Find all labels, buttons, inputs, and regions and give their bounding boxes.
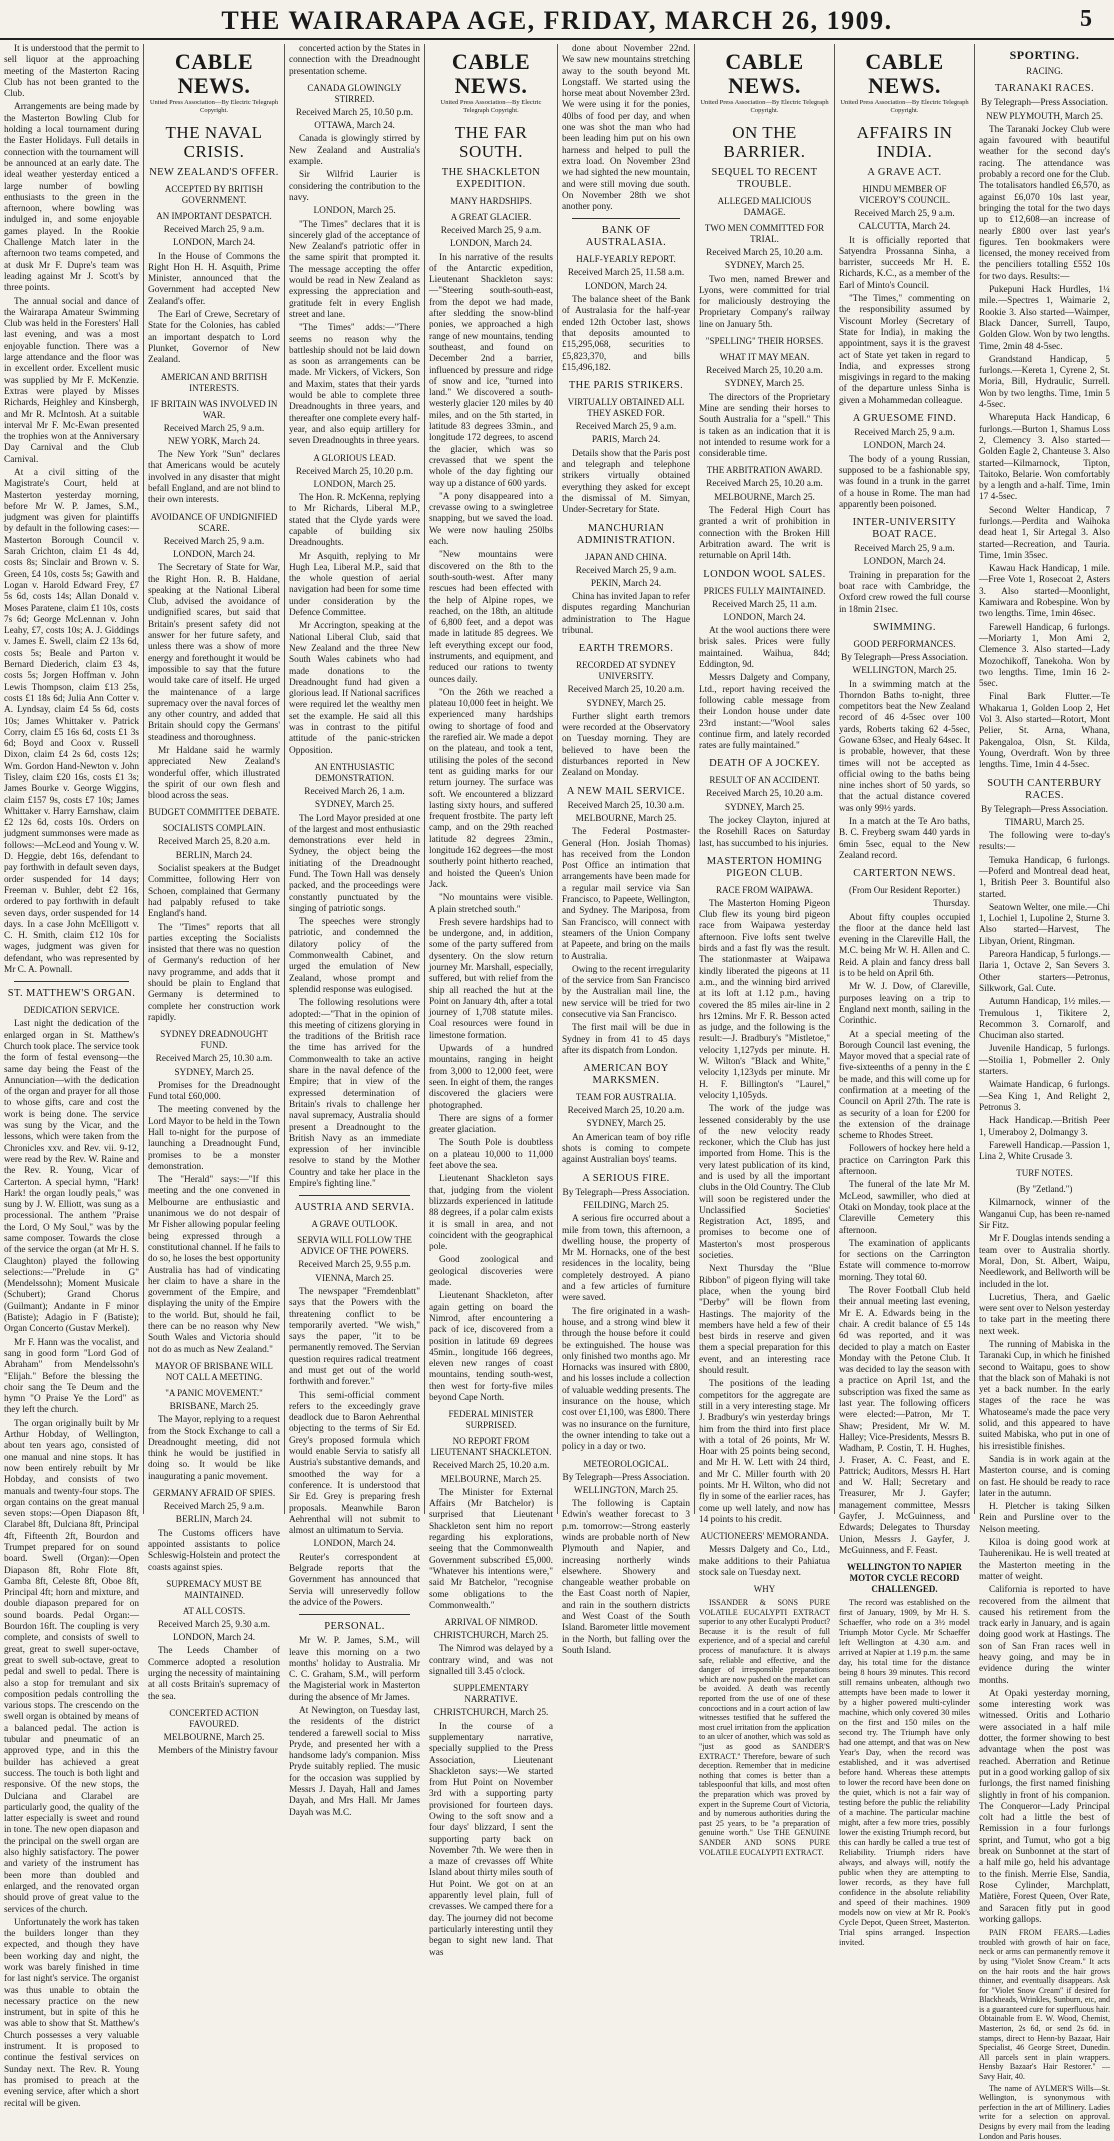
- credit-line: United Press Association—By Electric Telegraph Copyright.: [149, 99, 279, 114]
- subheadline: CONCERTED ACTION FAVOURED.: [169, 1707, 259, 1729]
- dateline: Received March 25, 10.20 a.m.: [567, 1106, 685, 1117]
- article-paragraph: The Nimrod was delayed by a contrary wind, and was not signalled till 3.45 o'clock.: [429, 1644, 553, 1678]
- race-result: Temuka Handicap, 6 furlongs.—Poferd and Montreal dead heat, 1, British Peer 3. Bountiful also started.: [979, 855, 1110, 900]
- headline: EARTH TREMORS.: [578, 643, 674, 655]
- credit-line: United Press Association—By Electric Telegraph Copyright.: [440, 99, 542, 114]
- article-paragraph: "No mountains were visible. A plain stretched south.": [429, 893, 553, 915]
- article-paragraph: Mr W. J. Dow, of Clareville, purposes leaving on a trip to England next month, sailing in the Corinthic.: [839, 982, 970, 1027]
- article-paragraph: Mr Accrington, speaking at the National Liberal Club, said that New Zealand and the three New South Wales cabinets who had made donations to the Dreadnought fund had given a glorious lead. If National sacrifices were required let the wealthy men set the example. He said all this was in contrast to the pitiful attitude of the panic-stricken Opposition.: [289, 621, 420, 756]
- placeline: Thursday.: [933, 899, 970, 910]
- article-paragraph: concerted action by the States in connection with the Dreadnought presentation scheme.: [289, 44, 420, 77]
- subheadline: WELLINGTON TO NAPIER MOTOR CYCLE RECORD CHALLENGED.: [846, 1562, 963, 1595]
- dateline: Received March 25, 11 a.m.: [712, 599, 817, 610]
- subheadline: CANADA GLOWINGLY STIRRED.: [307, 82, 402, 104]
- placeline: FEILDING, March 25.: [583, 1200, 669, 1211]
- race-result: Final Bark Flutter.—Te Whakarua 1, Golden Loop 2, Het Vol 3. Also started—Rotort, Mont Pelier, St. Arna, Whana, Pakengaloa, Olsn, St. Kilda, Young, Overdraft. Won by three lengths. Time, 1min 4 4-5sec.: [979, 692, 1110, 771]
- subheadline: HINDU MEMBER OF VICEROY'S COUNCIL.: [858, 184, 951, 205]
- article-paragraph: The work of the judge was lessened considerably by the use of the new velocity ready reckoner, which the Club has just imported from Home. This is the very latest publication of its kind, and is used by all the important clubs in the Old Country. The Club will soon be registered under the Unclassified Societies' Registration Act, 1895, and promises to become one of Masterton's most prosperous societies.: [699, 1104, 830, 1262]
- article-paragraph: Sir Wilfrid Laurier is considering the contribution to the navy.: [289, 170, 420, 203]
- subheadline: "SPELLING" THEIR HORSES.: [705, 336, 824, 347]
- column-5: [558, 44, 694, 1656]
- subheadline: AN ENTHUSIASTIC DEMONSTRATION.: [314, 761, 395, 783]
- article-paragraph: "On the 26th we reached a plateau 10,000 feet in height. We experienced many hardships owing to shortage of food and the rarefied air. We made a depot on the plateau, and took a tent, utilising the poles of the second tent as guiding marks for our return journey. The surface was soft. We encountered a blizzard lasting sixty hours, and suffered frequent frostbite. The party left camp, and on the 29th reached latitude 82 degrees 23min., longitude 162 degrees—the most southerly point hitherto reached, and hoisted the Queen's Union Jack.: [429, 687, 553, 890]
- advertisement: The record was established on the first of January, 1909, by Mr H. S. Schaeffer, who rode on a 3½ model Triumph Motor Cycle. Mr Schaeffer left Wellington at 4.30 a.m. and arrived at Napier at 1.19 p.m. the same day, his total time for the distance being 8 hours 39 minutes. This record still remains unbeaten, although two attempts have been made to lower it by a higher powered multi-cylinder machine, which only covered 30 miles on the first and 150 miles on the second try. The Triumph have only had one attempt, and that was on New Year's Day, when the record was established, and it was advertised before hand. Whereas these attempts to lower the record have been done on the quiet, which is not a fair way of testing before the public the reliability of a machine. The particular machine might, after a few more tries, possibly lower the existing Triumph record, but this can hardly be called a true test of Reliability. Triumph riders have always, and always will, notify the public when they are attempting to lower records, as they have full confidence in the absolute reliability and speed of their machines. 1909 models now on view at Mr R. Pook's Cycle Depot, Queen Street, Masterton. Trial spins arranged. Inspection invited.: [839, 1598, 970, 1948]
- placeline: NEW YORK, March 24.: [167, 436, 261, 447]
- article-paragraph: Mr Haldane said he warmly appreciated New Zealand's wonderful offer, which illustrated the spirit of our own flesh and blood across the seas.: [148, 745, 280, 802]
- article-paragraph: In his narrative of the results of the Antarctic expedition, Lieutenant Shackleton says:—"Steering south-south-east, from the depot we had made, after sledding the snow-blind ponies, we approached a high range of new mountains, tending southeast, and found on December 2nd a barrier, influenced by pressure and ridge of snow and ice, "turned into land." We discovered a south-westerly glacier 120 miles by 40 miles, and on the 5th started, in latitude 83 degrees 33min., and longitude 172 degrees, to ascend the glacier, which was so crevassed that we spent the whole of the day fighting our way up a distance of 600 yards.: [429, 252, 553, 489]
- headline: THE FAR SOUTH.: [454, 123, 528, 161]
- article-paragraph: In a match at the Te Aro baths, B. C. Freyberg swam 440 yards in 6min 5sec, equal to the New Zealand record.: [839, 817, 970, 861]
- article-paragraph: The Earl of Crewe, Secretary of State for the Colonies, has cabled an important despatch to Lord Plunket, Governor of New Zealand.: [148, 310, 280, 366]
- article-paragraph: Messrs Dalgety and Co., Ltd., make additions to their Pahiatua stock sale on Tuesday next.: [699, 1545, 830, 1578]
- headline: AFFAIRS IN INDIA.: [856, 123, 953, 161]
- article-paragraph: The meeting convened by the Lord Mayor to be held in the Town Hall to-night for the purpose of launching a Dreadnought Fund, promises to be a monster demonstration.: [148, 1105, 280, 1172]
- headline: SWIMMING.: [873, 621, 936, 633]
- section-title: CABLE NEWS.: [725, 49, 804, 98]
- article-paragraph: The Federal Postmaster-General (Hon. Josiah Thomas) has received from the London Post Office an intimation that arrangements have been made for a regular mail service via San Francisco, to Papeete, Wellington, and Sydney. The Mariposa, from San Francisco, will connect with steamers of the Union Company at Papeete, and bring on the mails to Australia.: [562, 827, 690, 962]
- column-2: [144, 44, 284, 1757]
- section-title: CABLE NEWS.: [174, 49, 254, 98]
- subheadline: NO REPORT FROM LIEUTENANT SHACKLETON.: [430, 1436, 552, 1458]
- placeline: PARIS, March 24.: [591, 435, 661, 446]
- article-paragraph: At a special meeting of the Borough Council last evening, the Mayor moved that a special rate of five-sixteenths of a penny in the £ be made, and this will come up for confirmation at a meeting of the Council on April 27th. The rate is as security of a loan for £200 for the extension of the drainage scheme to Rhodes Street.: [839, 1029, 970, 1142]
- subheadline: AT ALL COSTS.: [182, 1605, 246, 1616]
- article-paragraph: China has invited Japan to refer disputes regarding Manchurian administration to The Hague tribunal.: [562, 592, 690, 636]
- article-paragraph: The jockey Clayton, injured at the Rosehill Races on Saturday last, has succumbed to his injuries.: [699, 815, 830, 849]
- article-paragraph: The "Herald" says:—"If this meeting and the one convened in Melbourne are enthusiastic and unanimous we do not despair of Mr Fisher allowing popular feeling being expressed through a constitutional channel. If he fails to do so, he loses the best opportunity Australia has had of vindicating her claim to have a share in the government of the Empire, and displaying the unity of the Empire to the world. But, should he fail, there can be no reason why New South Wales and Victoria should not do as much as New Zealand.": [148, 1175, 280, 1355]
- subheadline: A GLORIOUS LEAD.: [313, 452, 396, 463]
- subheadline: RACING.: [1026, 66, 1063, 77]
- subheadline: ARRIVAL OF NIMROD.: [444, 1617, 538, 1628]
- placeline: LONDON, March 24.: [313, 1539, 396, 1550]
- dateline: Received March 25, 9 a.m.: [440, 226, 542, 236]
- headline: AUSTRIA AND SERVIA.: [294, 1202, 415, 1214]
- article-paragraph: Details show that the Paris post and telegraph and telephone strikers virtually obtained everything they asked for except the dismissal of M. Simyan, Under-Secretary for State.: [562, 448, 690, 516]
- placeline: SYDNEY, March 25.: [586, 1119, 666, 1130]
- placeline: LONDON, March 25.: [313, 479, 396, 490]
- article-paragraph: The following were to-day's results:—: [979, 831, 1110, 853]
- article-paragraph: The body of a young Russian, supposed to be a fashionable spy, was found in a trunk in the garret of a house in Rome. The man had apparently been poisoned.: [839, 454, 970, 510]
- article-paragraph: At Opaki yesterday morning, some interesting work was witnessed. Oritis and Lothario were associated in a half mile dotter, the former showing to best advantage when the post was reached. Aberration and Retinue put in a good working gallop of six furlongs, the first named finishing slightly in front of his companion. The Conqueror—Lady Principal colt had a little the best of Remission in a four furlongs sprint, and Tumut, who got a big break on Sunbonnet at the start of a half mile go, held his advantage to the finish. Merrie Else, Sandia, Rose Cylinder, Marchplatt, Matière, Forest Queen, Over Rate, and Saracen fitly put in good working gallops.: [979, 1688, 1110, 1925]
- section-title: CABLE NEWS.: [865, 49, 944, 98]
- dateline: Received March 25, 9 a.m.: [575, 565, 677, 576]
- headline: AMERICAN BOY MARKSMEN.: [583, 1063, 669, 1087]
- dateline: Received March 25, 8.20 a.m.: [157, 837, 271, 848]
- article-paragraph: A serious fire occurred about a mile from town, this afternoon, a dwelling house, the property of Mr M. Hornacks, one of the best residences in the locality, being completely destroyed. A piano and a few articles of furniture were saved.: [562, 1214, 690, 1304]
- subheadline: SUPREMACY MUST BE MAINTAINED.: [166, 1578, 262, 1600]
- article-paragraph: Kilmarnock, winner of the Wanganui Cup, has been re-named Sir Fitz.: [979, 1198, 1110, 1232]
- placeline: SYDNEY, March 25.: [314, 800, 395, 811]
- column-4: [425, 44, 557, 1958]
- article-paragraph: Canada is glowingly stirred by New Zealand and Australia's example.: [289, 134, 420, 168]
- article-paragraph: Reuter's correspondent at Belgrade reports that the Government has announced that Servia will unreservedly follow the advice of the Powers.: [289, 1552, 420, 1608]
- placeline: MELBOURNE, March 25.: [714, 492, 815, 503]
- race-result: Pareora Handicap, 5 furlongs.—Ilaria 1, Octave 2, San Severs 3. Other starters—Petronus, Silkwork, Gal. Cute.: [979, 950, 1110, 994]
- subheadline: METEOROLOGICAL.: [583, 1458, 669, 1469]
- dateline: Received March 25, 11.58 a.m.: [567, 268, 685, 279]
- article-paragraph: Followers of hockey here held a practice on Carrington Park this afternoon.: [839, 1144, 970, 1178]
- headline: CARTERTON NEWS.: [853, 868, 956, 880]
- article-paragraph: The balance sheet of the Bank of Australasia for the half-year ended 12th October last, shows that deposits amounted to £15,295,068, securities to £5,823,370, and bills £15,496,182.: [562, 295, 690, 373]
- placeline: SYDNEY, March 25.: [586, 698, 666, 709]
- headline: ON THE BARRIER.: [723, 123, 806, 161]
- article-paragraph: In a swimming match at the Thorndon Baths to-night, three competitors beat the New Zealand record of 46 4-5sec over 100 yards, Roberts taking 62 4-5sec, Gowane 63sec, and Healy 64sec. It is probable, however, that these times will not be accepted as official owing to the baths being nine inches short of 50 yards, so that the actual distance covered was only 99½ yards.: [839, 679, 970, 814]
- placeline: LONDON, March 24.: [172, 238, 256, 249]
- subheadline: RACE FROM WAIPAWA.: [715, 884, 814, 895]
- article-paragraph: At Newington, on Tuesday last, the residents of the district tendered a farewell social to Miss Pryde, and presented her with a handsome lady's companion. Miss Pryde suitably replied. The music for the occasion was supplied by Messrs J. Dayah, Hall and James Dayah, and Mrs Hall. Mr James Dayah was M.C.: [289, 1706, 420, 1818]
- page-number: 5: [1080, 6, 1092, 32]
- subheadline: (From Our Resident Reporter.): [849, 885, 960, 896]
- article-paragraph: This semi-official comment refers to the exceedingly grave deadlock due to Baron Aehrenthal objecting to the terms of Sir Ed. Grey's proposed formula which would enable Servia to satisfy all Austria's substantive demands, and smoothed the way for a conference. It is understood that Sir Ed. Grey is preparing fresh proposals. Meanwhile Baron Aehrenthal will not submit to almost an ultimatum to Servia.: [289, 1390, 420, 1537]
- subheadline: DEDICATION SERVICE.: [23, 1005, 120, 1016]
- subheadline: AUCTIONEERS' MEMORANDA.: [700, 1531, 829, 1542]
- subheadline: JAPAN AND CHINA.: [585, 551, 667, 562]
- placeline: BERLIN, March 24.: [175, 850, 253, 861]
- subheadline: IF BRITAIN WAS INVOLVED IN WAR.: [150, 398, 278, 420]
- article-paragraph: The Taranaki Jockey Club were again favoured with beautiful weather for the second day's racing. The attendance was probably a record one for the Club. The totalisators handled £6,570, as against £6,070 10s last year, bringing the total for the two days up to £12,608—an increase of nearly £800 over last year's figures. Ten bookmakers were licensed, the money received from the penciliers totalling £552 10s for two days. Results:—: [979, 124, 1110, 282]
- column-1: [0, 44, 143, 2109]
- subheadline: AMERICAN AND BRITISH INTERESTS.: [160, 371, 268, 393]
- placeline: TIMARU, March 25.: [1004, 817, 1085, 828]
- placeline: SYDNEY, March 25.: [724, 802, 805, 813]
- placeline: MELBOURNE, March 25.: [440, 1474, 542, 1485]
- subheadline: WHY: [753, 1584, 776, 1595]
- article-paragraph: There are signs of a former greater glaciation.: [429, 1113, 553, 1136]
- article-paragraph: In the course of a supplementary narrative, specially supplied to the Press Association, Lieutenant Shackleton says:—We started from Hut Point on November 3rd with a supporting party provisioned for fourteen days. Owing to the soft snow and a four days' blizzard, I sent the supporting party back on November 7th. We were then in a maze of crevasses off White Island about thirty miles south of Hut Point. We got on at an apparently level plain, full of crevasses. We camped there for a day. The journey did not become particularly interesting until they began to sight new land. That was: [429, 1721, 553, 1958]
- dateline: Received March 26, 1 a.m.: [304, 786, 405, 797]
- headline: LONDON WOOL SALES.: [703, 568, 826, 580]
- divider: [299, 1614, 410, 1615]
- placeline: SYDNEY, March 25.: [174, 1067, 254, 1078]
- article-paragraph: At a civil sitting of the Magistrate's Court, held at Masterton yesterday morning, before Mr W. P. James, S.M., judgment was given for plaintiffs by default in the following cases:—Masterton Borough Council v. Sarah Crichton, claim £1 4s 4d, costs 8s; Sinclair and Brown v. S. Green, £4 10s, costs 5s; Gawith and Logan v. Harold Edward Frey, £7 5s 6d, costs 14s; Allan Donald v. Moses Paratene, claim £1 10s, costs 7s 6d; George McLennan v. John Leahy, £7, costs 10s; A. J. Giddings v. James E. Swell, claim £2 13s 6d, costs 5s; Beale and Parton v. Bernard Diederich, claim £3 4s, costs 5s; Jorgen Hoffman v. John Lewis Thompson, claim £13 25s, costs £1 18s 6d; Julia Ann Cotter v. A. Lyndsay, claim £4 5s 6d, costs 10s; James Whittaker v. Patrick Corry, claim £5 16s 6d, costs £1 3s 6d; Boyd and Coox v. Russell Dixon, claim £4 2s 6d, costs 12s; Wm. Gordon Hand-Newton v. John Tisley, claim £20 16s, costs £1 3s; James Bourke v. George Wiggins, claim £157 9s, costs £7 10s; James Whittaker v. Harry Earnshaw, claim £2 12s 6d, costs 10s. Orders on judgment summonses were made as follows:—McLeod and Young v. W. D. Heggie, debt 16s, defendant to pay forthwith in default seven days, order suspended for 14 days; Freeman v. Buhler, debt £2 16s, ordered to pay forthwith in default seven days, order suspended for 14 days. In a case John McElligott v. C. H. Smith, claim £12 10s for wages, judgment was given for defendant, who was represented by Mr C. A. Pownall.: [4, 467, 139, 976]
- subheadline: SYDNEY DREADNOUGHT FUND.: [160, 1029, 268, 1051]
- subheadline: WHAT IT MAY MEAN.: [719, 352, 810, 363]
- subheadline: MANY HARDSHIPS.: [450, 196, 532, 206]
- subheadline: TWO MEN COMMITTED FOR TRIAL.: [704, 223, 825, 244]
- dateline: Received March 25, 9 a.m.: [575, 422, 677, 433]
- headline: TARANAKI RACES.: [994, 83, 1095, 95]
- dateline: Received March 25, 10.20 a.m.: [706, 366, 823, 377]
- dateline: Received March 25, 9 a.m.: [163, 423, 265, 434]
- subheadline: RESULT OF AN ACCIDENT.: [709, 775, 820, 786]
- headline: MASTERTON HOMING PIGEON CLUB.: [706, 855, 823, 879]
- dateline: Received March 25, 9 a.m.: [163, 225, 265, 235]
- dateline: Received March 25, 10.50 p.m.: [295, 107, 414, 118]
- placeline: VIENNA, March 25.: [315, 1273, 394, 1284]
- article-paragraph: "A pony disappeared into a crevasse owing to a swingletree snapping, but we saved the load. We were now hauling 250lbs each.: [429, 491, 553, 548]
- headline: INTER-UNIVERSITY BOAT RACE.: [852, 517, 957, 541]
- subheadline: AN IMPORTANT DESPATCH.: [156, 211, 272, 221]
- race-result: Autumn Handicap, 1½ miles.—Tremulous 1, Tikitere 2, Recommon 3. Cornarolf, and Chuciman also started.: [979, 997, 1110, 1042]
- placeline: LONDON, March 24.: [723, 612, 806, 623]
- article-paragraph: About fifty couples occupied the floor at the dance held last evening in the Clareville Hall, the M.C. being Mr W. H. Allen and C. Reid. A plain and fancy dress ball is to be held on April 6th.: [839, 912, 970, 980]
- dateline: Received March 25, 9.30 a.m.: [157, 1619, 271, 1630]
- race-result: Pukepuni Hack Hurdles, 1¼ mile.—Spectres 1, Waimarie 2, Rookie 3. Also started—Waimper, Black Dancer, Surrell, Taupo, Golden Glow. Won by two lengths. Time, 2min 48 4-5sec.: [979, 285, 1110, 352]
- article-paragraph: "New mountains were discovered on the 8th to the south-south-west. After many rescues had been effected with the help of Alpine ropes, we reached, on the 18th, an altitude of 6,800 feet, and a depot was made in latitude 85 degrees. We left everything except our food, instruments, and equipment, and reduced our rations to twenty ounces daily.: [429, 550, 553, 685]
- placeline: WELLINGTON, March 25.: [573, 1485, 679, 1496]
- section-title: SPORTING.: [1009, 48, 1080, 62]
- article-paragraph: Last night the dedication of the enlarged organ in St. Matthew's Church took place. The service took the form of festal evensong—the same day being the Feast of the Annunciation—with the dedication of the organ and prayer for all those to whose gifts, care and cost the work is being done. The service was sung by the Vicar, and the lessons, which were taken from the Chronicles xxv. and Rev. vii. 9-12, were read by the Rev. W. Raine and the Rev. R. Young, Vicar of Carterton. A special hymn, "Hark! Hark! the organ loudly peals," was sung by J. W. Elliott, was sung as a processional. The anthem "Praise the Lord, O My Soul," was by the same composer. Towards the close of the service the organ (at Mr H. S. Claughton) played the following selections:—"Prelude in G" (Mendelssohn); Moment Musicale (Schubert); Grand Chorus (Guilmant); Andante in F minor (Batiste); Adagio in F (Batiste); Organ Concerto (Gustav Merkel).: [4, 1019, 139, 1335]
- placeline: PEKIN, March 24.: [590, 578, 662, 589]
- dateline: Received March 25, 10.30 a.m.: [567, 800, 685, 811]
- article-paragraph: The examination of applicants for sections on the Carrington Estate will commence to-morrow morning. They total 60.: [839, 1238, 970, 1283]
- article-paragraph: Upwards of a hundred mountains, ranging in height from 3,000 to 12,000 feet, were seen. In eight of them, the ranges discovered the glaciers were photographed.: [429, 1044, 553, 1111]
- dateline: By Telegraph—Press Association.: [981, 98, 1108, 109]
- headline: PERSONAL.: [324, 1621, 385, 1633]
- article-paragraph: "The Times," commenting on the responsibility assumed by Viscount Morley (Secretary of State for India), in making the appointment, says it is the gravest act of State yet taken in regard to India, and expresses strong misgivings in regard to the making of the departure unless Sinha is given a Mohammedan colleague.: [839, 294, 970, 406]
- race-result: Grandstand Handicap, 5 furlongs.—Kereta 1, Cyrene 2, St. Moria, Bill, Hydraulic, Surrell. Won by two lengths. Time, 1min 5 4-5sec.: [979, 354, 1110, 411]
- article-paragraph: Owing to the recent irregularity of the service from San Francisco by the Australian mail line, the new service will be tried for two consecutive via San Francisco.: [562, 964, 690, 1020]
- article-paragraph: done about November 22nd. We saw new mountains stretching away to the south beyond Mt. Longstaff. We started using the horse meat about November 23rd. We were using it for the ponies, 40lbs of food per day, and when one was shot the man who had been leading him put on his own harness and helped to pull the extra load. On November 23nd we had sighted the new mountain, and were still moving due south. On November 28th we shot another pony.: [562, 44, 690, 213]
- subheadline: THE SHACKLETON EXPEDITION.: [441, 167, 541, 190]
- headline: A SERIOUS FIRE.: [582, 1172, 670, 1184]
- race-result: Farewell Handicap, 6 furlongs.—Moriarty 1, Mon Ami 2, Clemence 3. Also started—Lady Mozochikoff, Tanekoha. Won by two lengths. Time, 1min 16 2-5sec.: [979, 622, 1110, 690]
- subheadline: TURF NOTES.: [1016, 1168, 1073, 1179]
- subheadline: THE ARBITRATION AWARD.: [706, 465, 823, 476]
- advertisement: ISSANDER & SONS PURE VOLATILE EUCALYPTI EXTRACT superior to any other Eucalypti Product? Because it is the result of full experience, and of a special and careful process of manufacture. It is always safe, reliable and effective, and the danger of irresponsible preparations which are now pushed on the market can be avoided. A death was recently reported from the use of one of these concoctions and in a court action of law witnesses testified that he suffered the most cruel irritation from the application to an ulcer of another, which was sold as "just as good as SANDER'S EXTRACT." Therefore, beware of such deception. Remember that in medicine nothing that comes is better than a tablespoonful that kills, and most often the preparation which was proved by expert in the Supreme Court of Victoria, and by numerous authorities during the past 25 years, to be "a preparation of genuine worth." Use THE GENUINE SANDER AND SONS PURE VOLATILE EUCALYPTI EXTRACT.: [699, 1598, 830, 1857]
- dateline: Received March 25, 10.20 a.m.: [567, 685, 685, 696]
- article-paragraph: Kiloa is doing good work at Tauherenikau. He is well treated at the Masterton meeting in the matter of weight.: [979, 1538, 1110, 1582]
- article-paragraph: The annual social and dance of the Wairarapa Amateur Swimming Club was held in the Foresters' Hall last evening, and was a most enjoyable function. There was a large attendance and the floor was in excellent order. Excellent music was supplied by Mr F. McKenzie. Extras were played by Misses Richards, Heighley and Kinsbergh, and Mr R. McIntosh. At a suitable interval Mr F. Mc-Ewan presented the trophies won at the Anniversary Day Carnival and the Club Carnival.: [4, 296, 139, 465]
- article-paragraph: Sandia is in work again at the Masterton course, and is coming on fast. He should be ready to race later in the autumn.: [979, 1454, 1110, 1499]
- dateline: Received March 25, 9 a.m.: [854, 209, 955, 219]
- subheadline: FEDERAL MINISTER SURPRISED.: [448, 1409, 534, 1431]
- placeline: OTTAWA, March 24.: [314, 121, 395, 132]
- dateline: Received March 25, 9.55 p.m.: [298, 1260, 411, 1271]
- advertisement: The name of AYLMER'S Wills—St. Wellington, is synonymous with perfection in the art of Millinery. Ladies write for a selection on approval. Designs by every mail from the leading London and Paris houses.: [979, 2083, 1110, 2141]
- article-paragraph: The directors of the Proprietary Mine are sending their horses to South Australia for a "spell." This is taken as an indication that it is not intended to resume work for a considerable time.: [699, 392, 830, 460]
- subheadline: "A PANIC MOVEMENT.": [165, 1387, 263, 1398]
- headline: MANCHURIAN ADMINISTRATION.: [576, 522, 676, 546]
- placeline: CALCUTTA, March 24.: [858, 222, 951, 233]
- article-paragraph: The Customs officers have appointed assistants to police Schleswig-Holstein and protect the coasts against spies.: [148, 1528, 280, 1573]
- article-paragraph: The running of Mabiska in the Taranaki Cup, in which he finished second to Waitapu, goes to show that the black son of Mahaki is not yet a back number. In the early stages of the race he was Whatoseame's made the pace very solid, and this appeared to have suited Mabiska, who put in one of his irresistible finishes.: [979, 1339, 1110, 1452]
- article-paragraph: The Secretary of State for War, the Right Hon. R. B. Haldane, speaking at the National Liberal Club, advised the avoidance of undignified scares, but said that Britain's present safety did not answer for her future safety, and unless there was a show of more energy and forethought it would be impossible to say that the future would take care of itself. He urged the maintenance of a large supremacy over the naval forces of any other country, and added that Britain should copy the Germans' steadiness and thoroughness.: [148, 563, 280, 743]
- article-paragraph: The following resolutions were adopted:—"That in the opinion of this meeting of citizens glorying in the traditions of the British race the time has arrived for the Commonwealth to take an active share in the naval defence of the Empire; that in view of the expressed determination of Britain's rivals to challenge her naval supremacy, Australia should present a Dreadnought to the British Navy as an immediate expression of her invincible resolve to stand by the Mother Country and take her place in the Empire's fighting line.": [289, 998, 420, 1190]
- article-paragraph: Lucretius, Thera, and Gaelic were sent over to Nelson yesterday to take part in the meeting there next week.: [979, 1292, 1110, 1337]
- race-result: Juvenile Handicap, 5 furlongs.—Stoilia 1, Pobmeller 2. Only starters.: [979, 1044, 1110, 1078]
- article-paragraph: The speeches were strongly patriotic, and condemned the dilatory policy of the Commonwealth Cabinet, and urged the emulation of New Zealand, whose prompt and splendid response was eulogised.: [289, 917, 420, 995]
- divider: [14, 981, 129, 982]
- subheadline: GOOD PERFORMANCES.: [853, 638, 956, 649]
- article-paragraph: Messrs Dalgety and Company, Ltd., report having received the following cable message from their London house under date 23rd instant:—"Wool sales continue firm, and lately recorded rates are fully maintained.": [699, 673, 830, 752]
- placeline: CHRISTCHURCH, March 25.: [433, 1708, 549, 1719]
- article-paragraph: Mr F. Douglas intends sending a team over to Australia shortly. Moral, Don, St. Albert, Waipu, Needlework, and Bellworth will be included in the lot.: [979, 1234, 1110, 1290]
- headline: THE PARIS STRIKERS.: [568, 380, 684, 392]
- dateline: By Telegraph—Press Association.: [562, 1187, 690, 1198]
- article-paragraph: The Minister for External Affairs (Mr Batchelor) is surprised that Lieutenant Shackleton sent him no report regarding his explorations, seeing that the Commonwealth Government subscribed £5,000. "Whatever his intentions were," said Mr Batchelor, "recognise some obligations to the Commonwealth.": [429, 1487, 553, 1611]
- article-paragraph: California is reported to have recovered from the ailment that caused his retirement from the track early in January, and is again doing good work at Hastings. The son of San Fran races well in heavy going, and may be in evidence during the winter months.: [979, 1585, 1110, 1686]
- dateline: By Telegraph—Press Association.: [562, 1472, 690, 1483]
- race-result: Seatown Welter, one mile.—Chi 1, Lochiel 1, Lupoline 2, Sturne 3. Also started—Harvest, The Libyan, Orient, Ringman.: [979, 902, 1110, 947]
- placeline: LONDON, March 25.: [313, 206, 396, 217]
- masthead: [0, 0, 1114, 40]
- article-paragraph: "The Times" adds:—"There seems no reason why the battleship should not be laid down as soon as arrangements can be made. Mr Vickers, of Vickers, Son and Maxim, states that their yards would be able to complete three Dreadnoughts in three years, and thereafter one complete every half-year, and also equip artillery for seven Dreadnoughts in three years.: [289, 323, 420, 447]
- article-paragraph: Further slight earth tremors were recorded at the Observatory on Tuesday morning. They are believed to have been the disturbances reported in New Zealand on Monday.: [562, 711, 690, 779]
- section-title: CABLE NEWS.: [451, 49, 531, 98]
- article-paragraph: The "Times" reports that all parties excepting the Socialists insisted that there was no question of Germany's reduction of her navy programme, and adds that it should be plain to England that Germany is determined to complete her construction work rapidly.: [148, 922, 280, 1023]
- subheadline: A GREAT GLACIER.: [450, 212, 532, 222]
- article-paragraph: The following is Captain Edwin's weather forecast to 3 p.m. tomorrow:—Strong easterly winds are probable north of New Plymouth and Napier, and increasing northerly winds elsewhere. Showery and changeable weather probable on the East Coast north of Napier, and rain in the southern districts and West Coast of the South Island. Barometer little movement in the North, but falling over the South Island.: [562, 1499, 690, 1656]
- dateline: By Telegraph—Press Association.: [841, 652, 968, 663]
- newspaper-title: THE WAIRARAPA AGE, FRIDAY, MARCH 26, 1909.: [221, 6, 893, 35]
- subheadline: MAYOR OF BRISBANE WILL NOT CALL A MEETING.: [155, 1360, 273, 1382]
- headline: A NEW MAIL SERVICE.: [566, 785, 686, 797]
- subheadline: PRICES FULLY MAINTAINED.: [703, 585, 826, 596]
- article-paragraph: Next Thursday the "Blue Ribbon" of pigeon flying will take place, when the young bird "Derby" will be flown from Hastings. The majority of the members have held a few of their best birds in reserve and given them a special preparation for this event, and an interesting race should result.: [699, 1264, 830, 1377]
- placeline: LONDON, March 24.: [172, 1633, 256, 1644]
- placeline: BERLIN, March 24.: [175, 1515, 253, 1526]
- article-paragraph: "The Times" declares that it is sincerely glad of the acceptance of New Zealand's patriotic offer in the same spirit that prompted it. The message accepting the offer would be read in New Zealand as expressing the appreciation and gratitude felt in every English street and lane.: [289, 219, 420, 320]
- placeline: LONDON, March 24.: [863, 557, 946, 568]
- headline: BANK OF AUSTRALASIA.: [585, 225, 667, 249]
- article-paragraph: The Hon. R. McKenna, replying to Mr Richards, Liberal M.P., stated that the Clyde yards were capable of building six Dreadnoughts.: [289, 493, 420, 549]
- placeline: LONDON, March 24.: [863, 441, 946, 452]
- divider: [572, 218, 680, 219]
- placeline: NEW PLYMOUTH, March 25.: [986, 111, 1103, 122]
- race-result: Waimate Handicap, 6 furlongs.—Sea King 1, And Relight 2, Petronus 3.: [979, 1080, 1110, 1113]
- subheadline: ACCEPTED BY BRITISH GOVERNMENT.: [164, 184, 264, 205]
- article-paragraph: Arrangements are being made by the Masterton Bowling Club for holding a local tournament during the Easter Holidays. Full details in connection with the tournament will be announced at an early date. The ideal weather yesterday enticed a large number of bowling enthusiasts to the green in the afternoon, where bowling was indulged in, and some enjoyable games played. In the Rookie Challenge Match later in the afternoon two teams competed, and at dusk Mr F. Dupre's team was leading against Mr J. Scott's by three points.: [4, 102, 139, 294]
- subheadline: SERVIA WILL FOLLOW THE ADVICE OF THE POWERS.: [297, 1235, 412, 1257]
- article-paragraph: The organ originally built by Mr Arthur Hobday, of Wellington, about ten years ago, consisted of one manual and nine stops. It has now been entirely rebuilt by Mr Hobday, and consists of two manuals and twenty-four stops. The organ contains on the great manual seven stops:—Open Diapason 8ft, Clarabel 8ft, Dulciana 8ft, Principal 4ft, Fifteenth 2ft, Bourdon and Trumpet prepared for on sound board. Swell (Organ):—Open Diapason 8ft, Rohr Flote 8ft, Gamba 8ft, Celeste 8ft, Oboe 8ft, Principal 4ft; horn and mixture, and double diapason prepared for on sound boards. Pedal Organ:—Bourdon 16ft. The coupling is very complete, and consists of swell to great, great to swell super-octave, great to swell sub-octave, great to pedal and swell to pedal. There is also a stop for tremulant and six composition pedals controlling the various stops. The crescendo on the swell organ is obtained by means of a balanced pedal. The action is tubular and pneumatic of an approved type, and in this the builder has achieved a great success. The touch is both light and responsive. Of the new stops, the Dulciana and Clarabel are particularly good, the quality of the latter especially is sweet and round in tone. The new open diapason and the principal on the swell organ are also highly satisfactory. The power and variety of the instrument has been more than doubled and enlarged, and the renovated organ should prove of great value to the services of the church.: [4, 1418, 139, 1915]
- dateline: Received March 25, 10.30 a.m.: [155, 1054, 273, 1065]
- subheadline: ALLEGED MALICIOUS DAMAGE.: [717, 196, 812, 217]
- placeline: BRISBANE, March 25.: [169, 1401, 259, 1412]
- article-paragraph: Socialist speakers at the Budget Committee, following Herr von Schoen, complained that Germany had palpably refused to take England's hand.: [148, 864, 280, 920]
- column-8: [975, 44, 1114, 2141]
- article-paragraph: The fire originated in a wash-house, and a strong wind blew it through the house before it could be extinguished. The house was only finished two months ago. Mr Hornacks was insured with £800, and his losses include a collection of valuable wedding presents. The insurance on the house, which cost over £1,100, was £800. There was no insurance on the furniture, the owner intending to take out a policy in a day or two.: [562, 1306, 690, 1453]
- placeline: SYDNEY, March 25.: [724, 379, 805, 390]
- article-paragraph: It is officially reported that Satyendra Prossanna Sinha, a barrister, succeeds Mr H. E. Richards, K.C., as a member of the Earl of Minto's Council.: [839, 235, 970, 291]
- subheadline: (By "Zetland."): [1016, 1184, 1073, 1195]
- article-paragraph: In the House of Commons the Right Hon H. H. Asquith, Prime Minister, announced that the Government had accepted New Zealand's offer.: [148, 251, 280, 307]
- subheadline: RECORDED AT SYDNEY UNIVERSITY.: [576, 660, 676, 682]
- headline: A GRUESOME FIND.: [852, 413, 957, 425]
- subheadline: HALF-YEARLY REPORT.: [576, 254, 676, 265]
- article-paragraph: The Mayor, replying to a request from the Stock Exchange to call a Dreadnought meeting, did not think he would be justified in doing so. It would be like inaugurating a panic movement.: [148, 1415, 280, 1482]
- dateline: Received March 25, 9 a.m.: [854, 544, 955, 555]
- placeline: CHRISTCHURCH, March 25.: [433, 1631, 549, 1642]
- subheadline: GERMANY AFRAID OF SPIES.: [152, 1488, 276, 1499]
- article-paragraph: The Masterton Homing Pigeon Club flew its young bird pigeon race from Waipawa yesterday afternoon. Five lofts sent twelve birds and a fast fly was the result. The stationmaster at Waipawa kindly liberated the pigeons at 11 a.m., and the winning bird arrived at its loft at 1.12 p.m., having covered the 85 miles air-line in 2 hrs 12mins. Mr F. R. Besson acted as judge, and the following is the result:—J. Bradbury's "Mistletoe," velocity 1,127yds per minute. H. W. Wilton's "Black and White," velocity 1,123yds per minute. Mr H. F. Billington's "Laurel," velocity 1,105yds.: [699, 898, 830, 1101]
- race-result: Farewell Handicap.—Passion 1, Lina 2, White Crusade 3.: [979, 1140, 1110, 1163]
- subheadline: VIRTUALLY OBTAINED ALL THEY ASKED FOR.: [567, 397, 685, 419]
- article-paragraph: Two men, named Brewer and Lyons, were committed for trial for maliciously destroying the Proprietary Company's railway line on January 5th.: [699, 274, 830, 330]
- headline: THE NAVAL CRISIS.: [165, 123, 263, 161]
- article-paragraph: Mr Asquith, replying to Mr Hugh Lea, Liberal M.P., said that the whole question of aerial navigation had been for some time under consideration by the Defence Committee.: [289, 551, 420, 619]
- article-paragraph: The Rover Football Club held their annual meeting last evening, Mr E. A. Edwards being in the chair. A credit balance of £5 14s 6d was reported, and it was decided to play a match on Easter Monday with the Petone Club. It was decided to lay the season with a practice on April 1st, and the subscription was fixed the same as last year. The following officers were elected:—Patron, Mr T. Shaw; President, Mr W. M. Halley; Vice-Presidents, Messrs B. Wadham, P. Costin, T. H. Hughes, J. Fraser, A. C. Feast, and E. Pattrick; Auditors, Messrs H. Hart and W. Hall; Secretary and Treasurer, Mr J. Gayfer; management committee, Messrs Gayfer, J. McGuinness, and Edwards; Delegates to Thursday Union, Messrs J. Gayfer, J. McGuinness, and F. Feast.: [839, 1286, 970, 1556]
- dateline: Received March 25, 9 a.m.: [163, 1502, 265, 1513]
- credit-line: United Press Association—By Electric Telegraph Copyright.: [840, 99, 969, 114]
- article-paragraph: At the wool auctions there were brisk sales. Prices were fully maintained. Waihua, 84d; Eddington, 9d.: [699, 626, 830, 671]
- headline: DEATH OF A JOCKEY.: [709, 758, 820, 770]
- subheadline: A GRAVE OUTLOOK.: [311, 1219, 398, 1230]
- article-paragraph: H. Pletcher is taking Silken Rein and Pursline over to the Nelson meeting.: [979, 1502, 1110, 1535]
- placeline: MELBOURNE, March 25.: [575, 813, 677, 824]
- race-result: Hack Handicap.—British Peer 1, Umeraboy 2, Dolmangy 3.: [979, 1116, 1110, 1138]
- placeline: WELLINGTON, March 25.: [852, 666, 957, 677]
- article-paragraph: Unfortunately the work has taken the builders longer than they expected, and though they have been working day and night, the work was barely finished in time for last night's service. The organist was thus unable to obtain the necessary practice on the new instrument, but in spite of this he was able to show that St. Matthew's Church possesses a very valuable instrument. It is proposed to continue the festival services on Sunday next. The Rev. R. Young has promised to preach at the evening service, after which a short recital will be given.: [4, 1917, 139, 2109]
- race-result: Kawau Hack Handicap, 1 mile.—Free Vote 1, Rosecoat 2, Asters 3. Also started—Moonlight, Kamiwara and Robespine. Won by two lengths. Time, 1min 46sec.: [979, 564, 1110, 620]
- column-6: [695, 44, 834, 1857]
- subheadline: BUDGET COMMITTEE DEBATE.: [148, 807, 280, 818]
- advertisement: PAIN FROM FEARS.—Ladies troubled with growth of hair on face, neck or arms can permanently remove it by using "Violet Snow Cream." It acts on the hair roots and the hair grows thinner, and eventually disappears. Ask for "Violet Snow Cream" if desired for Blackheads, Wrinkles, Sunburn, etc, and is a guaranteed cure for superfluous hair. Obtainable from E. W. Wood, Chemist, Masterton, 2s 6d, or send 2s 6d. in stamps, direct to Henn-by Bazaar, Hair Specialist, 46 George Street, Dunedin. All parcels sent in plain wrappers. Hensby Bazaar's Hair Restorer." — Savy Hair, 40.: [979, 1928, 1110, 2082]
- placeline: LONDON, March 24.: [584, 281, 668, 292]
- dateline: By Telegraph—Press Association.: [981, 804, 1108, 815]
- article-paragraph: An American team of boy rifle shots is coming to compete against Australian boys' teams.: [562, 1132, 690, 1166]
- article-paragraph: Good zoological and geological discoveries were made.: [429, 1255, 553, 1289]
- article-paragraph: Mr F. Hann was the vocalist, and sang in good form "Lord God of Abraham" from Mendelssohn's "Elijah." Before the blessing the choir sang the Te Deum and the hymn "O Praise Ye the Lord" as they left the church.: [4, 1337, 139, 1416]
- placeline: LONDON, March 24.: [172, 549, 256, 560]
- dateline: Received March 25, 10.20 a.m.: [706, 248, 823, 258]
- subheadline: SUPPLEMENTARY NARRATIVE.: [453, 1683, 529, 1705]
- dateline: Received March 25, 9 a.m.: [854, 428, 955, 439]
- article-paragraph: The positions of the leading competitors for the aggregate are still in a very interesting stage. Mr J. Bradbury's win yesterday brings him from the third into first place with a total of 26 points, Mr W. Hoar with 25 points being second, and Mr H. W. Lett with 24 third, and Mr C. Miller fourth with 20 points. Mr H. Wilton, who did not fly in some of the earlier races, has come up well lately, and now has 14 points to his credit.: [699, 1379, 830, 1525]
- placeline: SYDNEY, March 25.: [724, 261, 805, 272]
- article-paragraph: The newspaper "Fremdenblatt" says that the Powers with the threatening conflict to be temporarily averted. "We wish," says the paper, "it to be permanently removed. The Servian question requires radical treatment and must get out of the world forthwith and forever.": [289, 1286, 420, 1388]
- article-paragraph: The New York "Sun" declares that Americans would be acutely involved in any disaster that might befall England, and are not blind to their own interests.: [148, 450, 280, 506]
- article-paragraph: Promises for the Dreadnought Fund total £60,000.: [148, 1080, 280, 1103]
- race-result: Second Welter Handicap, 7 furlongs.—Perdita and Waihoka dead heat 1, Sir Artegal 3. Also started—Recreation, and Tauria. Time, 1min 35sec.: [979, 505, 1110, 561]
- divider: [299, 1195, 410, 1196]
- column-3: [285, 44, 424, 1818]
- placeline: MELBOURNE, March 25.: [163, 1732, 265, 1743]
- article-paragraph: The Leeds Chamber of Commerce adopted a resolution urging the necessity of maintaining at all costs Britain's supremacy of the sea.: [148, 1646, 280, 1702]
- article-paragraph: The Lord Mayor presided at one of the largest and most enthusiastic demonstrations ever held in Sydney, the object being the initiating of the Dreadnought Fund. The Town Hall was densely packed, and the proceedings were constantly punctuated by the singing of patriotic songs.: [289, 813, 420, 914]
- race-result: Whareputa Hack Handicap, 6 furlongs.—Burton 1, Shamus Loss 2, Clemency 3. Also started—Golden Eagle 2, Chanteuse 3. Also started—Kilmarnock, Tipton, Taitoko, Belarie. Won comfortably by a length and a-half. Time, 1min 17 4-5sec.: [979, 413, 1110, 503]
- dateline: Received March 25, 9 a.m.: [163, 536, 265, 547]
- article-paragraph: Training in preparation for the boat race with Cambridge, the Oxford crew rowed the full course in 18min 21sec.: [839, 570, 970, 615]
- subheadline: SEQUEL TO RECENT TROUBLE.: [711, 167, 818, 190]
- article-paragraph: The funeral of the late Mr M. McLeod, sawmiller, who died at Otaki on Monday, took place at the Clareville Cemetery this afternoon.: [839, 1180, 970, 1236]
- article-paragraph: Mr W. P. James, S.M., will leave this morning on a two months' holiday to Australia. Mr C. C. Graham, S.M., will perform the Magisterial work in Masterton during the absence of Mr James.: [289, 1636, 420, 1703]
- dateline: Received March 25, 10.20 a.m.: [706, 789, 823, 800]
- subheadline: SOCIALISTS COMPLAIN.: [162, 823, 266, 834]
- column-7: [835, 44, 974, 1948]
- placeline: LONDON, March 24.: [449, 239, 533, 250]
- headline: ST. MATTHEW'S ORGAN.: [7, 988, 136, 1000]
- article-paragraph: Lieutenant Shackleton says that, judging from the violent blizzards experienced in latitude 88 degrees, if a polar calm exists it is small in area, and not coincident with the geographical pole.: [429, 1174, 553, 1253]
- article-paragraph: The first mail will be due in Sydney in from 41 to 45 days after its dispatch from London.: [562, 1023, 690, 1056]
- dateline: Received March 25, 10.20 a.m.: [432, 1461, 550, 1472]
- article-paragraph: The South Pole is doubtless on a plateau 10,000 to 11,000 feet above the sea.: [429, 1138, 553, 1172]
- article-paragraph: Fresh severe hardships had to be undergone, and, in addition, some of the party suffered from dysentery. On the slow return journey Mr. Marshall, especially, suffered, but with relief from the ship all reached the hut at the Point on January 4th, after a total journey of 1,708 statute miles. Coal resources were found in limestone formation.: [429, 917, 553, 1041]
- subheadline: A GRAVE ACT.: [867, 167, 942, 178]
- subheadline: AVOIDANCE OF UNDIGNIFIED SCARE.: [150, 511, 278, 533]
- dateline: Received March 25, 10.20 a.m.: [706, 479, 823, 490]
- credit-line: United Press Association—By Electric Telegraph Copyright.: [700, 99, 829, 114]
- dateline: Received March 25, 10.20 p.m.: [295, 466, 414, 477]
- article-paragraph: It is understood that the permit to sell liquor at the approaching meeting of the Masterton Racing Club has not been granted to the Club.: [4, 44, 139, 100]
- subheadline: TEAM FOR AUSTRALIA.: [575, 1092, 677, 1103]
- headline: SOUTH CANTERBURY RACES.: [987, 777, 1102, 801]
- article-paragraph: Members of the Ministry favour: [158, 1746, 278, 1757]
- subheadline: NEW ZEALAND'S OFFER.: [149, 167, 279, 178]
- article-paragraph: The Federal High Court has granted a writ of prohibition in connection with the Broken Hill Arbitration award. The writ is returnable on April 14th.: [699, 506, 830, 562]
- article-paragraph: Lieutenant Shackleton, after again getting on board the Nimrod, after encountering a pack of ice, discovered from a position in latitude 69 degrees 45min., longitude 166 degrees, eleven new ranges of coast mountains, tending south-west, then west for forty-five miles beyond Cape North.: [429, 1291, 553, 1403]
